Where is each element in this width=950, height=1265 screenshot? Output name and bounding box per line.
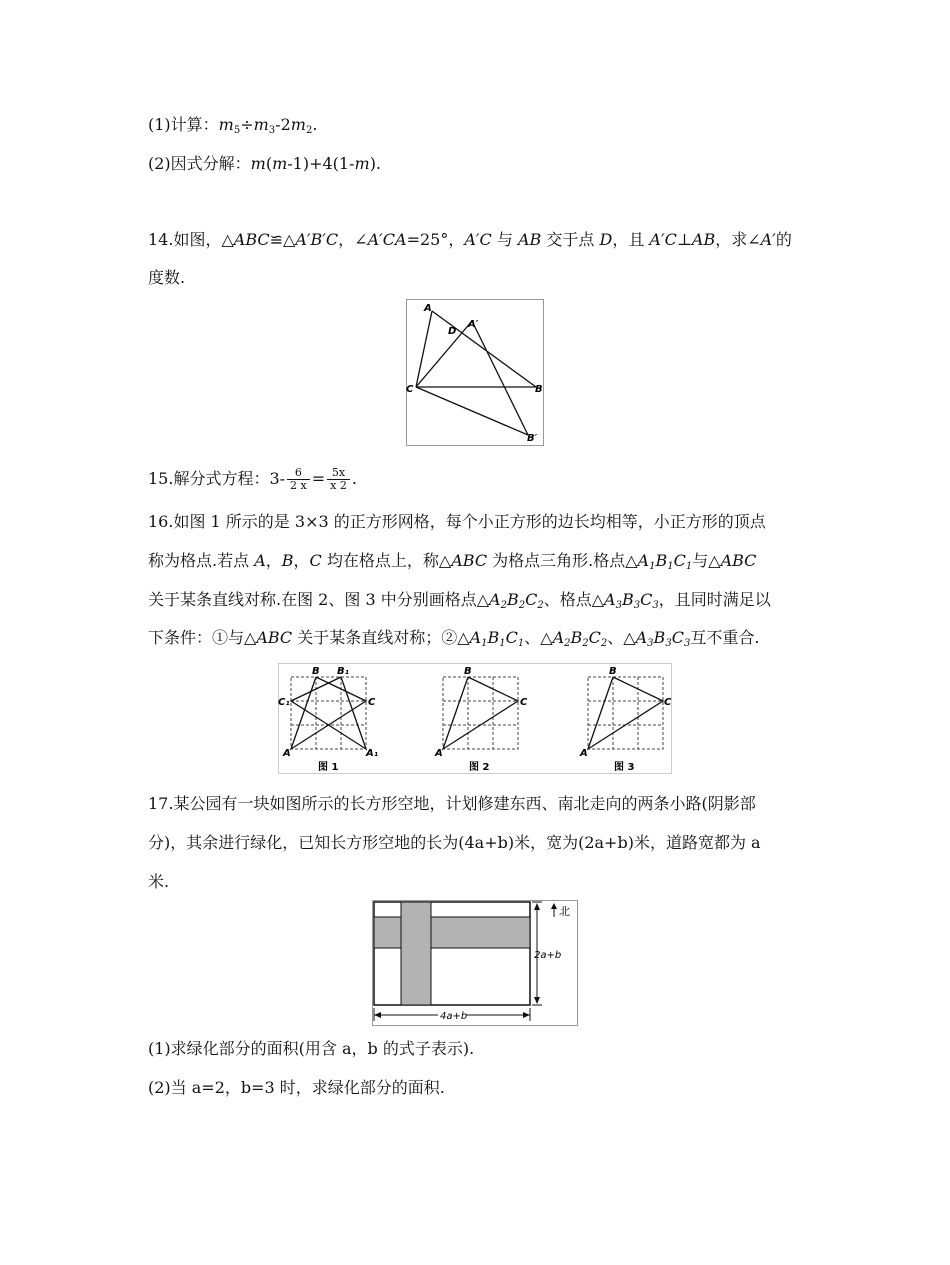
t: A′B′C — [295, 230, 339, 249]
t: D — [599, 230, 613, 249]
t: 交于点 — [541, 230, 600, 249]
ns-road — [401, 902, 431, 1005]
t: ≌△ — [269, 230, 296, 249]
expr-3: 3 — [268, 125, 276, 136]
t: ，且 — [612, 230, 650, 249]
fig3-caption: 图 3 — [614, 762, 635, 773]
t: 均在格点上，称△ — [321, 551, 452, 570]
q15-suffix: . — [351, 469, 357, 488]
q17-figure — [372, 900, 578, 1030]
grid-fig3 — [588, 677, 663, 749]
fig1-label-A1: A₁ — [366, 748, 379, 759]
fig1-label-B: B — [312, 666, 320, 677]
q17-line1: 17.某公园有一块如图所示的长方形空地，计划修建东西、南北走向的两条小路(阴影部 — [148, 794, 756, 813]
q17-line3: 米. — [148, 872, 170, 891]
q15-prefix: 15.解分式方程：3- — [148, 469, 286, 488]
q15-frac2 — [327, 467, 350, 492]
fig1-caption: 图 1 — [318, 762, 339, 773]
expr-2: 2 — [305, 125, 313, 136]
t: ，求∠ — [715, 230, 761, 249]
t: A′C — [464, 230, 492, 249]
q16-grid-diagrams — [278, 663, 672, 774]
A2B2C2: $A_2B_2C_2$ — [489, 590, 544, 611]
grid-fig1 — [291, 677, 366, 749]
fig1-label-B1: B₁ — [337, 666, 350, 677]
t: A′C — [649, 230, 677, 249]
fig2-caption: 图 2 — [469, 762, 490, 773]
arrow-up — [534, 903, 540, 910]
A2B2C2: $A_2B_2C_2$ — [552, 628, 608, 649]
q13-part2 — [148, 154, 381, 174]
arrow-left — [374, 1012, 381, 1018]
t: 的 — [775, 230, 792, 249]
q17-part1: (1)求绿化部分的面积(用含 a，b 的式子表示). — [148, 1039, 475, 1058]
t: ，且同时满足以 — [658, 590, 771, 609]
triangle-fig2 — [443, 677, 518, 749]
t: ABC — [451, 551, 488, 570]
expr-end: ). — [369, 154, 382, 173]
length-label: 4a+b — [440, 1011, 468, 1022]
A1B1C1: $A_1B_1C_1$ — [637, 551, 693, 572]
frac-den: 2 x — [290, 479, 307, 492]
A1B1C1: $A_1B_1C_1$ — [469, 628, 525, 649]
expr-paren: ( — [265, 154, 273, 173]
expr-m: m — [218, 115, 234, 134]
q16-line4 — [148, 628, 759, 654]
t: 、△ — [524, 628, 553, 647]
q16-line2 — [148, 551, 756, 577]
A3B3C3: $A_3B_3C_3$ — [635, 628, 691, 649]
edge — [472, 321, 528, 435]
t: 14.如图，△ — [148, 230, 234, 249]
q16-figures — [278, 663, 672, 778]
q14-figure — [406, 299, 544, 450]
t: ， — [293, 551, 310, 570]
q15-line — [148, 466, 357, 492]
q16-line3 — [148, 590, 771, 616]
t: 称为格点.若点 — [148, 551, 255, 570]
t: B — [281, 551, 294, 570]
q17-park-diagram — [372, 900, 578, 1026]
expr-m3: m — [290, 115, 306, 134]
fig3-label-B: B — [609, 666, 617, 677]
t: ， — [265, 551, 282, 570]
t: 关于某条直线对称.在图 2、图 3 中分别画格点△ — [148, 590, 490, 609]
t: ABC — [720, 551, 757, 570]
t: 与△ — [692, 551, 721, 570]
frac-num: 5x — [327, 467, 350, 480]
expr-dot: . — [312, 115, 318, 134]
triangles-fig1 — [291, 677, 366, 749]
edge — [416, 387, 528, 435]
grid-fig2 — [443, 677, 518, 749]
fig1-label-C1: C₁ — [278, 697, 290, 708]
q14-line2: 度数. — [148, 268, 186, 287]
q17-line2: 分)，其余进行绿化，已知长方形空地的长为(4a+b)米，宽为(2a+b)米，道路宽都为 a — [148, 833, 761, 852]
label-C: C — [406, 384, 414, 395]
t: A′CA — [367, 230, 407, 249]
north-arrow-head — [551, 903, 557, 909]
label-D: D — [448, 326, 457, 337]
t: 为格点三角形.格点△ — [487, 551, 638, 570]
t: ABC — [256, 628, 293, 647]
north-label: 北 — [559, 905, 570, 918]
road-overlap — [402, 918, 430, 947]
q14-triangle-diagram — [406, 299, 544, 446]
t: 互不重合. — [690, 628, 760, 647]
t: ABC — [233, 230, 270, 249]
label-B-prime: B′ — [527, 433, 538, 444]
expr-mid: -1)+4(1- — [287, 154, 355, 173]
fig2-label-C: C — [520, 697, 528, 708]
t: =25°， — [406, 230, 465, 249]
expr-m2: m — [253, 115, 269, 134]
fig1-label-A: A — [283, 748, 291, 759]
t: AB — [691, 230, 716, 249]
label-A: A — [424, 303, 432, 314]
arrow-right — [523, 1012, 530, 1018]
A3B3C3: $A_3B_3C_3$ — [604, 590, 659, 611]
expr-5: 5 — [233, 125, 241, 136]
t: A — [254, 551, 266, 570]
expr-m2: m — [272, 154, 288, 173]
width-label: 2a+b — [534, 950, 562, 961]
expr-m3: m — [354, 154, 370, 173]
edge — [416, 311, 432, 387]
ew-road — [374, 917, 530, 948]
t: 与 — [491, 230, 518, 249]
q15-equals: = — [311, 469, 326, 488]
q13-part1 — [148, 115, 317, 141]
arrow-down — [534, 997, 540, 1004]
q13-part2-label: (2)因式分解： — [148, 154, 251, 173]
frac-den: x 2 — [330, 479, 347, 492]
t: 关于某条直线对称；②△ — [292, 628, 470, 647]
expr-m: m — [250, 154, 266, 173]
t: ⊥ — [676, 230, 692, 249]
label-B: B — [535, 384, 543, 395]
fig3-label-A: A — [580, 748, 588, 759]
t: 、△ — [607, 628, 636, 647]
label-A-prime: A′ — [468, 319, 479, 330]
triangle-fig3 — [588, 677, 663, 749]
q14-line1 — [148, 230, 792, 250]
fig2-label-B: B — [464, 666, 472, 677]
t: 、格点△ — [543, 590, 605, 609]
q13-part1-label: (1)计算： — [148, 115, 219, 134]
fig2-label-A: A — [435, 748, 443, 759]
q17-part2: (2)当 a=2，b=3 时，求绿化部分的面积. — [148, 1078, 445, 1097]
edge — [416, 321, 472, 387]
t: C — [309, 551, 322, 570]
q15-frac1 — [287, 467, 310, 492]
t: 下条件：①与△ — [148, 628, 257, 647]
frac-num: 6 — [287, 467, 310, 480]
fig3-label-C: C — [664, 697, 672, 708]
fig1-label-C: C — [368, 697, 376, 708]
t: A′ — [760, 230, 776, 249]
t: AB — [517, 230, 542, 249]
expr-minus2: -2 — [275, 115, 291, 134]
t: ，∠ — [338, 230, 368, 249]
expr-div: ÷ — [240, 115, 254, 134]
q16-line1: 16.如图 1 所示的是 3×3 的正方形网格，每个小正方形的边长均相等，小正方形的顶点 — [148, 512, 766, 531]
